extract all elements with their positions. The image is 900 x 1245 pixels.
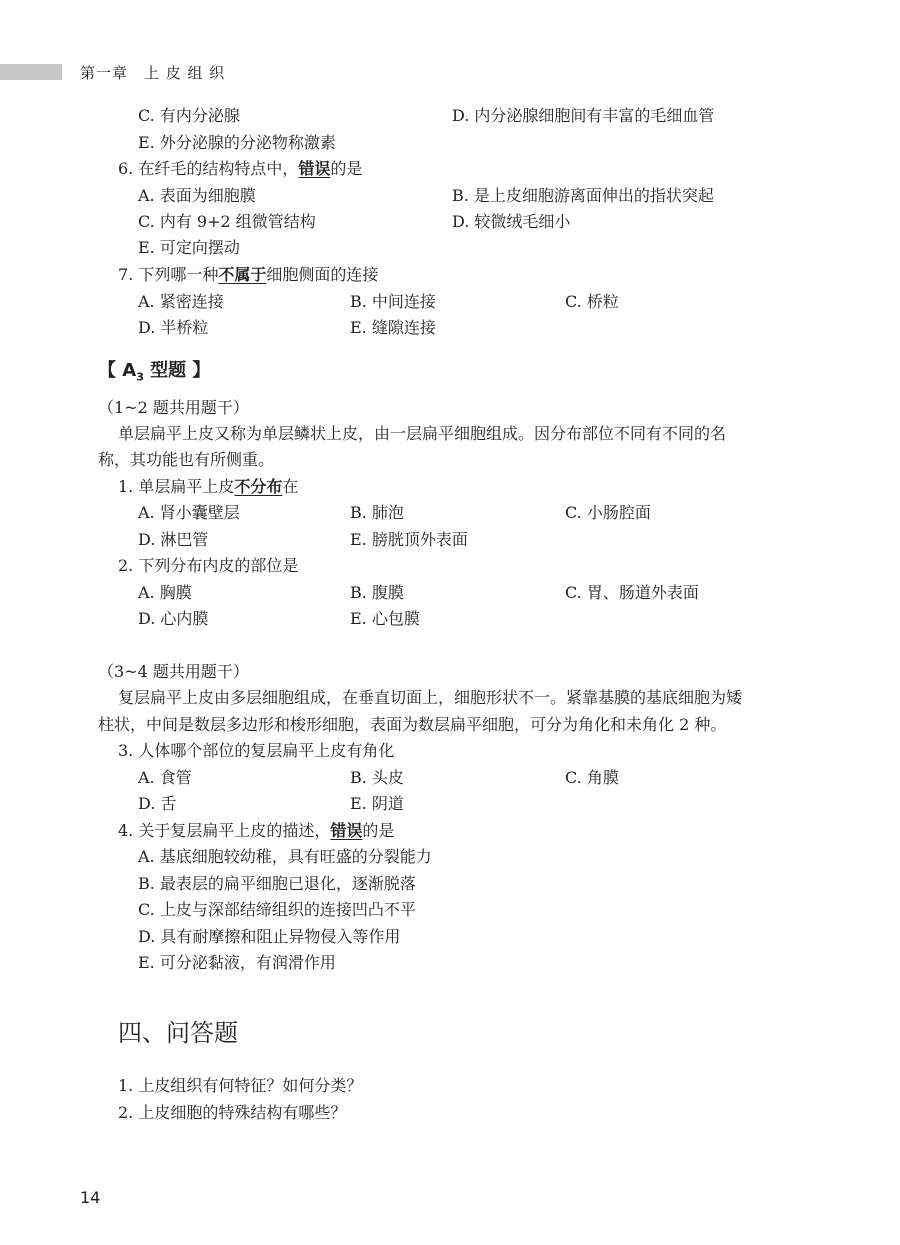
shared-stem-line: 柱状，中间是数层多边形和梭形细胞，表面为数层扁平细胞，可分为角化和未角化 2 种。 — [98, 715, 727, 734]
option-d: D. 内分泌腺细胞间有丰富的毛细血管 — [452, 106, 715, 125]
shared-stem-label: （3~4 题共用题干） — [98, 662, 249, 681]
option-b: B. 中间连接 — [350, 292, 436, 311]
option-a: A. 肾小囊壁层 — [138, 503, 240, 522]
option-a: A. 紧密连接 — [138, 292, 224, 311]
question-text: 细胞侧面的连接 — [266, 265, 379, 284]
option-d: D. 心内膜 — [138, 609, 209, 628]
option-e: E. 心包膜 — [350, 609, 420, 628]
option-b: B. 腹膜 — [350, 583, 404, 602]
question-7 — [118, 265, 378, 285]
option-d: D. 舌 — [138, 794, 177, 813]
option-c: C. 桥粒 — [565, 292, 619, 311]
option-e: E. 阴道 — [350, 794, 404, 813]
page-number: 14 — [80, 1188, 101, 1207]
shared-stem-line: 复层扁平上皮由多层细胞组成，在垂直切面上，细胞形状不一。紧靠基膜的基底细胞为矮 — [118, 688, 743, 707]
option-c: C. 胃、肠道外表面 — [565, 583, 699, 602]
heading-text: 型题 】 — [143, 360, 211, 381]
essay-question-1: 1. 上皮组织有何特征？如何分类？ — [118, 1076, 363, 1095]
question-text: 的是 — [362, 821, 395, 840]
question-1 — [118, 477, 298, 497]
question-2: 2. 下列分布内皮的部位是 — [118, 556, 299, 575]
essay-question-2: 2. 上皮细胞的特殊结构有哪些？ — [118, 1103, 347, 1122]
question-text: 在 — [282, 477, 299, 496]
option-d: D. 淋巴管 — [138, 530, 209, 549]
option-e: E. 膀胱顶外表面 — [350, 530, 468, 549]
option-a: A. 胸膜 — [138, 583, 192, 602]
option-b: B. 最表层的扁平细胞已退化，逐渐脱落 — [138, 874, 416, 893]
question-text: 的是 — [330, 159, 363, 178]
option-c: C. 有内分泌腺 — [138, 106, 240, 125]
option-b: B. 头皮 — [350, 768, 404, 787]
question-4 — [118, 821, 394, 841]
underlined-keyword: 不分布 — [234, 477, 283, 496]
underlined-keyword: 不属于 — [218, 265, 267, 284]
option-d: D. 半桥粒 — [138, 318, 209, 337]
question-3: 3. 人体哪个部位的复层扁平上皮有角化 — [118, 741, 395, 760]
section-heading-qa: 四、问答题 — [118, 1019, 238, 1047]
underlined-keyword: 错误 — [330, 821, 363, 840]
option-d: D. 较微绒毛细小 — [452, 212, 571, 231]
option-e: E. 可分泌黏液，有润滑作用 — [138, 953, 336, 972]
option-e: E. 外分泌腺的分泌物称激素 — [138, 133, 336, 152]
section-heading-a3 — [98, 356, 210, 384]
option-b: B. 是上皮细胞游离面伸出的指状突起 — [452, 186, 714, 205]
option-b: B. 肺泡 — [350, 503, 404, 522]
underlined-keyword: 错误 — [298, 159, 331, 178]
option-a: A. 基底细胞较幼稚，具有旺盛的分裂能力 — [138, 847, 432, 866]
question-text: 7. 下列哪一种 — [118, 265, 219, 284]
option-c: C. 上皮与深部结缔组织的连接凹凸不平 — [138, 900, 416, 919]
option-e: E. 可定向摆动 — [138, 238, 240, 257]
chapter-title: 第一章 上 皮 组 织 — [80, 64, 226, 82]
question-text: 4. 关于复层扁平上皮的描述， — [118, 821, 331, 840]
question-6 — [118, 159, 362, 179]
question-text: 6. 在纤毛的结构特点中， — [118, 159, 299, 178]
heading-text: 【 A — [98, 360, 137, 381]
heading-subscript: 3 — [136, 370, 144, 384]
option-a: A. 表面为细胞膜 — [138, 186, 256, 205]
option-d: D. 具有耐摩擦和阻止异物侵入等作用 — [138, 927, 401, 946]
option-c: C. 角膜 — [565, 768, 619, 787]
shared-stem-line: 称，其功能也有所侧重。 — [98, 450, 275, 469]
question-text: 1. 单层扁平上皮 — [118, 477, 235, 496]
option-a: A. 食管 — [138, 768, 192, 787]
option-e: E. 缝隙连接 — [350, 318, 436, 337]
shared-stem-line: 单层扁平上皮又称为单层鳞状上皮，由一层扁平细胞组成。因分布部位不同有不同的名 — [118, 424, 727, 443]
option-c: C. 内有 9+2 组微管结构 — [138, 212, 316, 231]
shared-stem-label: （1~2 题共用题干） — [98, 398, 249, 417]
header-bar — [0, 64, 62, 80]
option-c: C. 小肠腔面 — [565, 503, 651, 522]
